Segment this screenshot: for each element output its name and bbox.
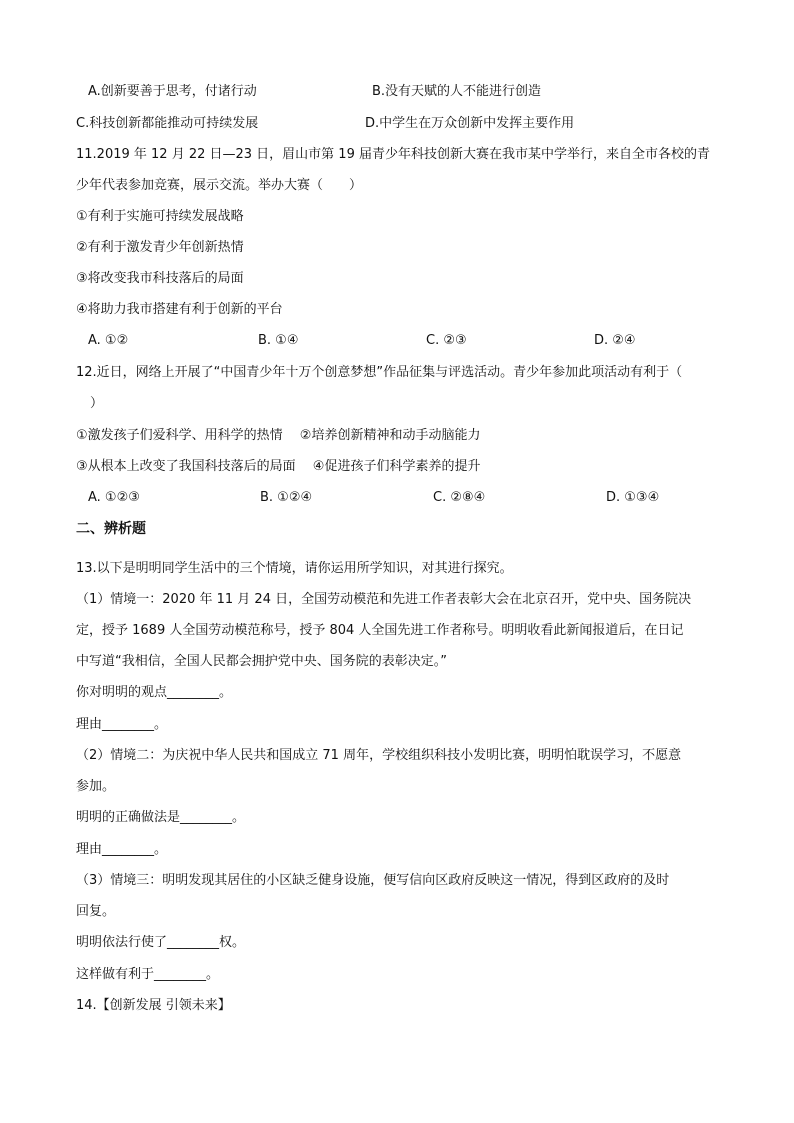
q13-scenario2-line2: 参加。 [76,779,116,794]
q12-stem-line1: 12.近日，网络上开展了“中国青少年十万个创意梦想”作品征集与评选活动。青少年参加此项活动有利于（ [76,365,683,380]
q10-option-d: D.中学生在万众创新中发挥主要作用 [365,116,575,131]
q13-scenario1-reason-blank: 理由________。 [76,717,168,732]
q13-scenario3-line2: 回复。 [76,904,116,919]
q10-option-c: C.科技创新都能推动可持续发展 [76,116,259,131]
q13-scenario3-line1: （3）情境三：明明发现其居住的小区缺乏健身设施，便写信向区政府反映这一情况，得到区政府的及时 [76,873,670,888]
q10-option-b: B.没有天赋的人不能进行创造 [372,84,542,99]
q11-option-c: C. ②③ [426,333,467,348]
q12-option-b: B. ①②④ [260,490,313,505]
q11-option-d: D. ②④ [594,333,636,348]
q13-scenario2-line1: （2）情境二：为庆祝中华人民共和国成立 71 周年，学校组织科技小发明比赛，明明怕耽误学习，不愿意 [76,748,682,763]
q10-option-a: A.创新要善于思考，付诸行动 [88,84,257,99]
q12-option-c: C. ②⑧④ [433,490,486,505]
q11-item-1: ①有利于实施可持续发展战略 [76,209,244,224]
q11-option-a: A. ①② [88,333,129,348]
q13-scenario2-correct-blank: 明明的正确做法是________。 [76,810,246,825]
q13-scenario1-line3: 中写道“我相信，全国人民都会拥护党中央、国务院的表彰决定。” [76,654,447,669]
q11-stem-line2: 少年代表参加竞赛，展示交流。举办大赛（ ） [76,178,363,193]
q13-scenario1-line2: 定，授予 1689 人全国劳动模范称号，授予 804 人全国先进工作者称号。明明收看此新闻报道后，在日记 [76,623,684,638]
q13-scenario3-benefit-blank: 这样做有利于________。 [76,967,220,982]
q13-scenario1-line1: （1）情境一：2020 年 11 月 24 日，全国劳动模范和先进工作者表彰大会在北京召开，党中央、国务院决 [76,592,692,607]
q12-stem-line2: ） [90,396,104,411]
q11-item-3: ③将改变我市科技落后的局面 [76,271,244,286]
q12-option-a: A. ①②③ [88,490,140,505]
q13-scenario3-right-blank: 明明依法行使了________权。 [76,935,246,950]
q13-scenario2-reason-blank: 理由________。 [76,842,168,857]
q11-stem-line1: 11.2019 年 12 月 22 日—23 日，眉山市第 19 届青少年科技创新大赛在我市某中学举行，来自全市各校的青 [76,147,710,162]
q13-scenario1-view-blank: 你对明明的观点________。 [76,685,233,700]
q11-item-2: ②有利于激发青少年创新热情 [76,240,244,255]
q11-item-4: ④将助力我市搭建有利于创新的平台 [76,302,283,317]
q13-intro: 13.以下是明明同学生活中的三个情境，请你运用所学知识，对其进行探究。 [76,561,513,576]
section-heading: 二、辨析题 [76,521,146,537]
q12-option-d: D. ①③④ [606,490,660,505]
q11-option-b: B. ①④ [258,333,299,348]
q14-title: 14.【创新发展 引领未来】 [76,998,231,1013]
q12-items-line1: ①激发孩子们爱科学、用科学的热情 ②培养创新精神和动手动脑能力 [76,428,481,443]
q12-items-line2: ③从根本上改变了我国科技落后的局面 ④促进孩子们科学素养的提升 [76,459,481,474]
